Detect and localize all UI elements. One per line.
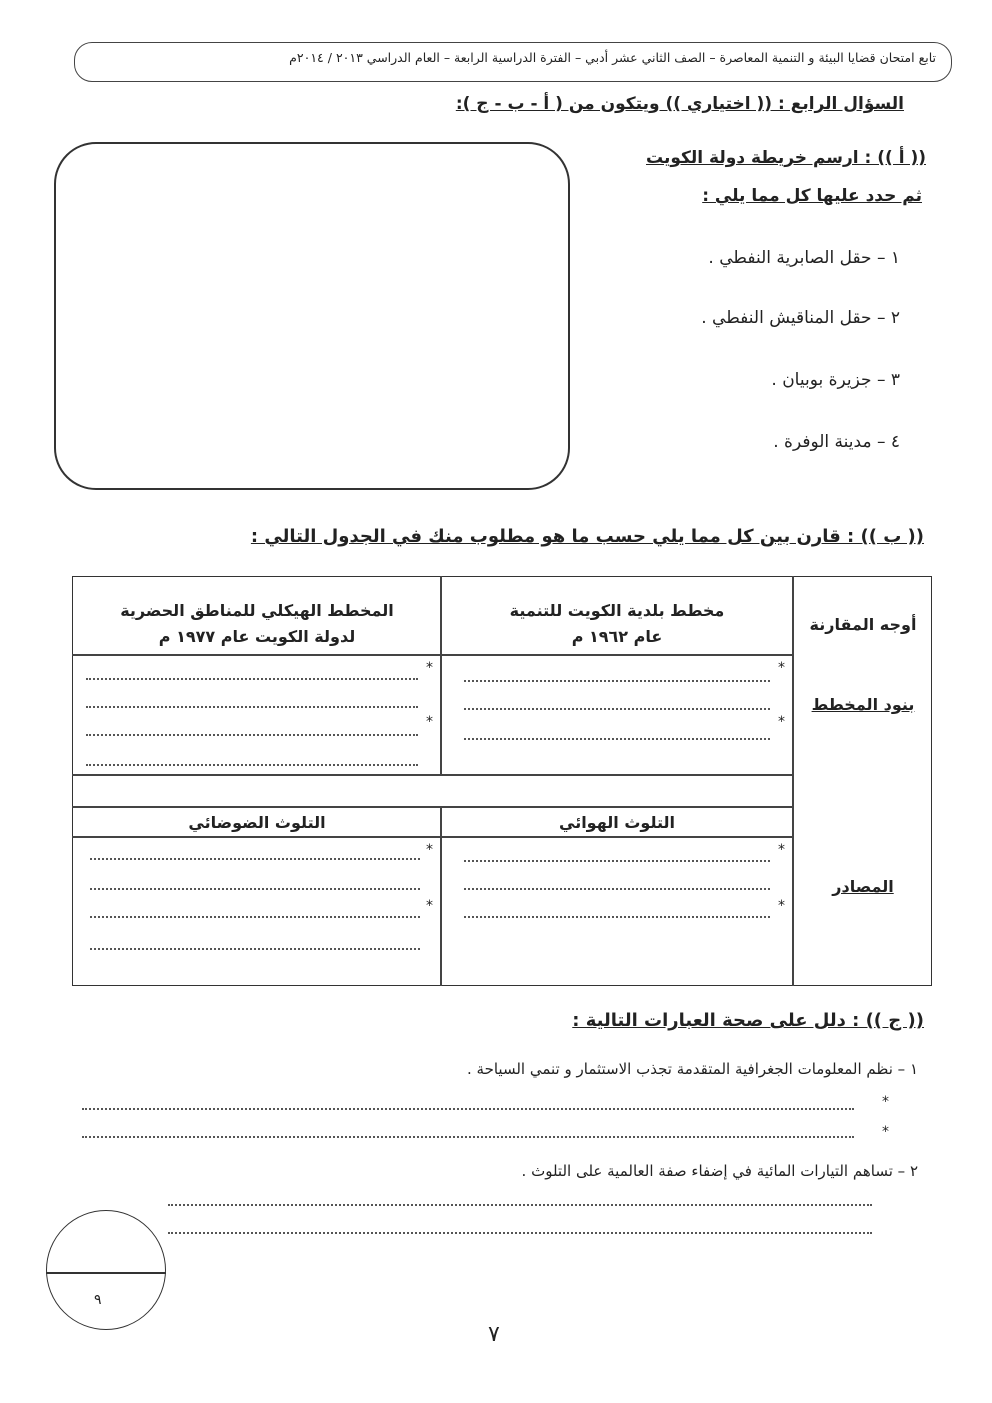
col-header-1977-year: لدولة الكويت عام ١٩٧٧ م [158,627,356,646]
statement-2: ٢ – تساهم التيارات المائية في إضفاء صفة العالمية على التلوث . [521,1162,918,1180]
bullet: * [426,842,433,858]
answer-line[interactable] [168,1204,872,1206]
bullet: * [778,714,785,730]
answer-line[interactable] [82,1136,854,1138]
answer-line[interactable] [86,678,418,680]
col-header-1977: المخطط الهيكلي للمناطق الحضرية [120,601,394,620]
row-label-sources: المصادر [832,877,894,896]
part-a-subtitle: ثم حدد عليها كل مما يلي : [702,186,922,206]
answer-line[interactable] [464,860,770,862]
part-b-title: (( ب )) : قارن بين كل مما يلي حسب ما هو مطلوب منك في الجدول التالي : [250,526,924,547]
list-item: ٢ – حقل المناقيش النفطي . [701,308,900,328]
answer-line[interactable] [464,708,770,710]
max-score: ٩ [94,1292,102,1308]
bullet: * [882,1094,889,1110]
answer-line[interactable] [464,916,770,918]
answer-line[interactable] [90,948,420,950]
part-a-title: (( أ )) : ارسم خريطة دولة الكويت [646,148,926,168]
bullet: * [778,898,785,914]
question-title: السؤال الرابع : (( اختياري )) ويتكون من ( أ - ب - ج ): [455,94,904,114]
answer-line[interactable] [90,888,420,890]
exam-header: تابع امتحان قضايا البيئة و التنمية المعاصرة – الصف الثاني عشر أدبي – الفترة الدراسية الرابعة – العام الدراسي ٢٠١٣ / ٢٠١٤م [289,50,936,65]
table-divider [72,836,792,838]
answer-line[interactable] [86,734,418,736]
page-number: ٧ [488,1322,500,1347]
answer-line[interactable] [90,916,420,918]
answer-line[interactable] [82,1108,854,1110]
row-label-header: أوجه المقارنة [809,615,917,634]
bullet: * [778,660,785,676]
answer-line[interactable] [168,1232,872,1234]
col-header-noise-pollution: التلوث الضوضائي [188,813,326,832]
score-circle [46,1210,166,1330]
list-item: ١ – حقل الصابرية النفطي . [708,248,900,268]
answer-line[interactable] [464,680,770,682]
answer-line[interactable] [464,888,770,890]
answer-line[interactable] [464,738,770,740]
answer-line[interactable] [86,764,418,766]
score-divider [46,1272,166,1274]
table-divider [72,806,792,808]
col-header-1962: مخطط بلدية الكويت للتنمية [509,601,725,620]
bullet: * [882,1124,889,1140]
bullet: * [778,842,785,858]
table-divider [72,654,792,656]
part-c-title: (( ج )) : دلل على صحة العبارات التالية : [572,1010,924,1031]
row-label-plan-items: بنود المخطط [811,695,915,714]
list-item: ٤ – مدينة الوفرة . [773,432,900,452]
answer-line[interactable] [90,858,420,860]
table-divider [72,774,792,776]
col-header-air-pollution: التلوث الهوائي [559,813,675,832]
bullet: * [426,660,433,676]
bullet: * [426,898,433,914]
col-header-1962-year: عام ١٩٦٢ م [571,627,663,646]
bullet: * [426,714,433,730]
list-item: ٣ – جزيرة بوبيان . [771,370,900,390]
answer-line[interactable] [86,706,418,708]
map-drawing-box[interactable] [54,142,570,490]
statement-1: ١ – نظم المعلومات الجغرافية المتقدمة تجذب الاستثمار و تنمي السياحة . [467,1060,918,1078]
